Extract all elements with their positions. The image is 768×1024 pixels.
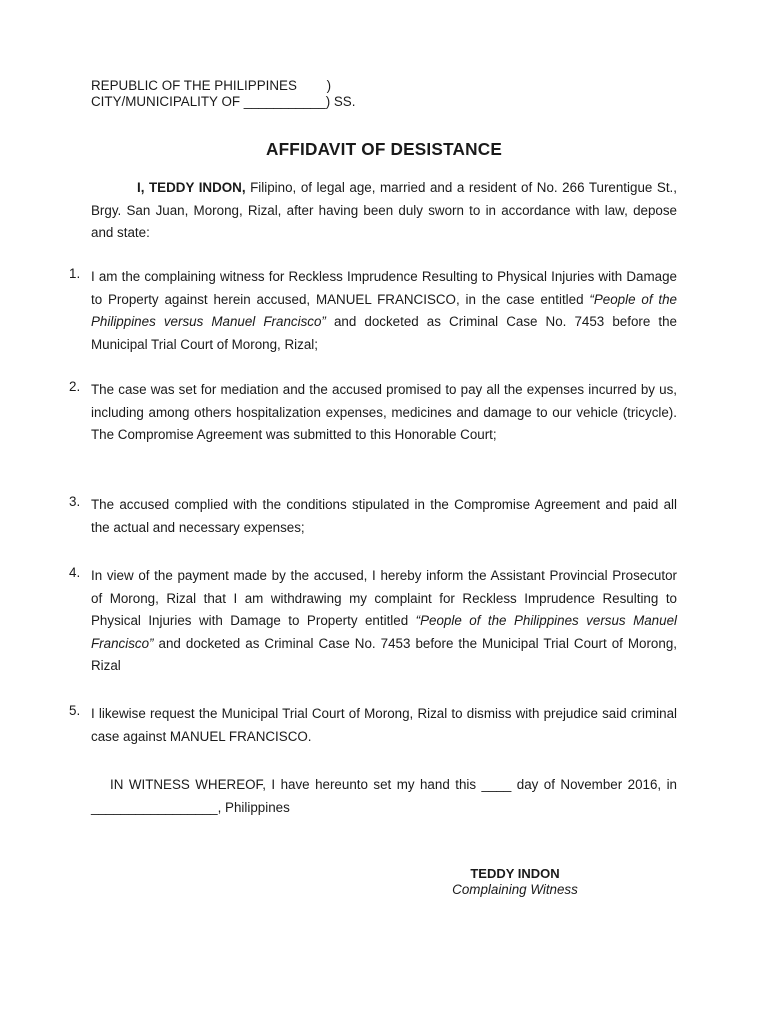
statement-item: [69, 379, 677, 447]
affiant-name: I, TEDDY INDON,: [137, 180, 246, 195]
item-text-part: and docketed as Criminal Case No. 7453 before the Municipal Trial Court of Morong, Rizal;: [91, 314, 677, 352]
venue-line-city: CITY/MUNICIPALITY OF ___________) SS.: [91, 93, 356, 109]
item-text-part: and docketed as Criminal Case No. 7453 before the Municipal Trial Court of Morong, Rizal: [91, 635, 677, 674]
item-text: I likewise request the Municipal Trial Court of Morong, Rizal to dismiss with prejudice said criminal case against MANUEL FRANCISCO.: [91, 706, 677, 744]
item-text-part: I am the complaining witness for Reckless Imprudence Resulting to Physical Injuries with Damage to Property against herein accused, MANUEL FRANCISCO, in the case entitled: [91, 269, 677, 307]
case-title: “People of the Philippines versus Manuel Francisco”: [91, 291, 677, 330]
signatory-name: TEDDY INDON: [470, 866, 560, 881]
item-number: 5.: [69, 703, 81, 718]
statement-item: [69, 266, 677, 356]
case-title: “People of the Philippines versus Manuel Francisco”: [91, 613, 677, 651]
intro-text: Filipino, of legal age, married and a resident of No. 266 Turentigue St., Brgy. San Juan, Morong, Rizal, after having been duly sworn to in accordance with law, depose and state:: [91, 180, 677, 241]
item-text-part: In view of the payment made by the accused, I hereby inform the Assistant Provincial Prosecutor of Morong, Rizal that I am withdrawing my complaint for Reckless Imprudence Resulting to Physical Injuries with Damage to Property entitled: [91, 568, 677, 629]
statement-item: [69, 565, 677, 678]
witness-clause: IN WITNESS WHEREOF, I have hereunto set my hand this ____ day of November 2016, in _________________, Philippines: [91, 777, 677, 815]
item-text: The case was set for mediation and the accused promised to pay all the expenses incurred by us, including among others hospitalization expenses, medicines and damage to our vehicle (tricycle). The Compromise Agreement was submitted to this Honorable Court;: [91, 382, 677, 443]
item-text: [91, 565, 677, 678]
item-number: 4.: [69, 565, 81, 580]
venue-line-republic: REPUBLIC OF THE PHILIPPINES ): [91, 78, 332, 93]
venue-header: [91, 78, 355, 109]
signature-block: [430, 866, 600, 898]
item-text: [91, 266, 677, 356]
item-number: 1.: [69, 266, 81, 281]
statement-item: [69, 703, 677, 748]
document-title: AFFIDAVIT OF DESISTANCE: [266, 139, 502, 159]
intro-paragraph: [91, 177, 677, 245]
statement-item: [69, 494, 677, 539]
item-text: The accused complied with the conditions stipulated in the Compromise Agreement and paid all the actual and necessary expenses;: [91, 497, 677, 535]
item-number: 3.: [69, 494, 81, 509]
signatory-role: Complaining Witness: [452, 882, 578, 897]
item-number: 2.: [69, 379, 81, 394]
